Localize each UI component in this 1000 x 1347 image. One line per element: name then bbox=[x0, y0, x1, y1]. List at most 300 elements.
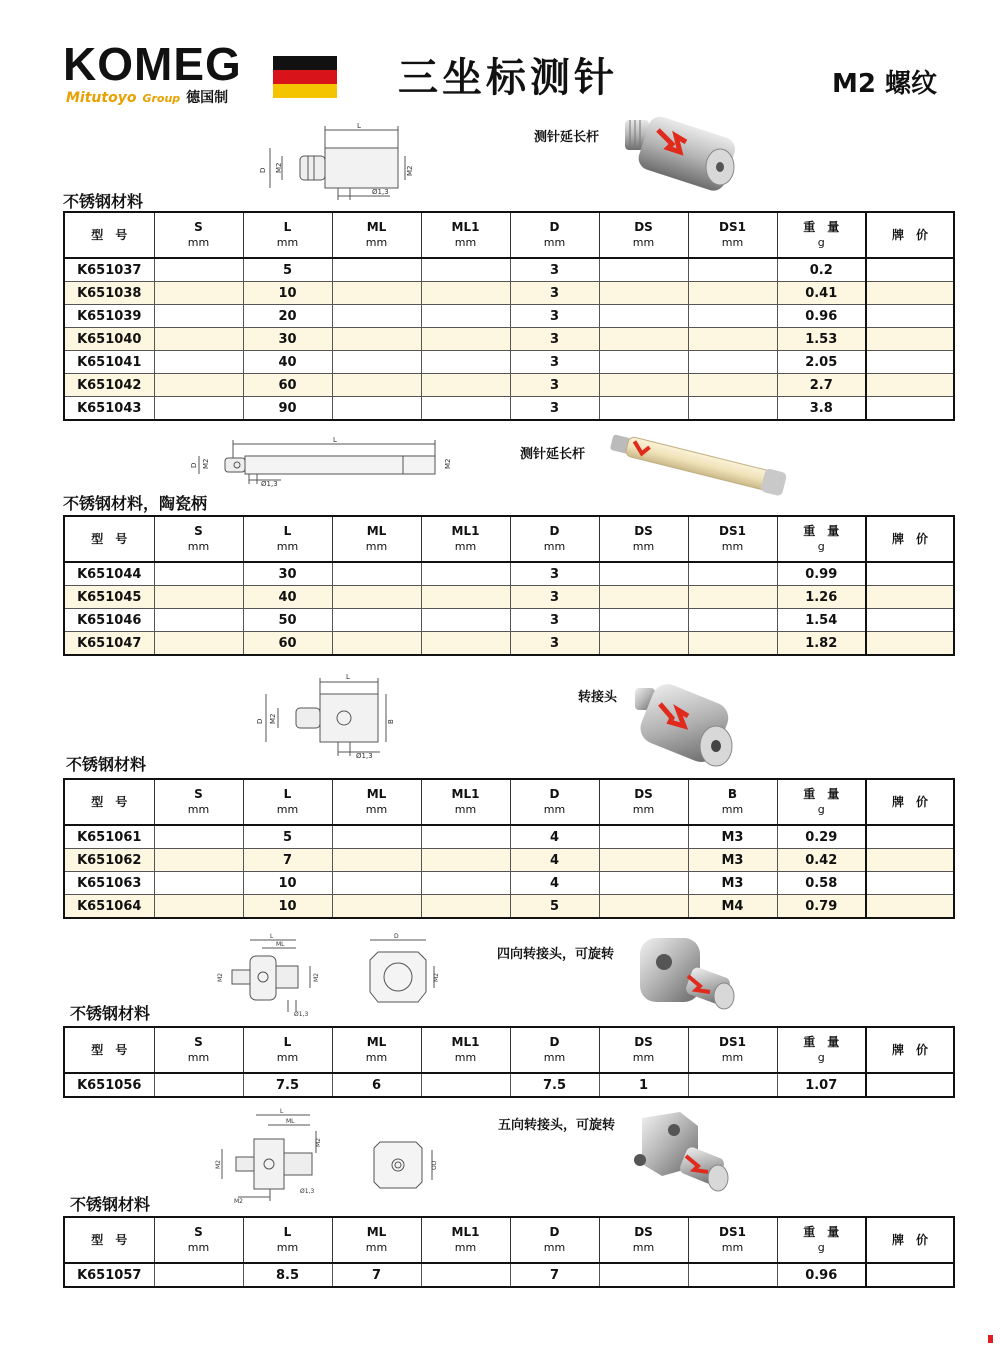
l-cell: 60 bbox=[243, 374, 332, 397]
price-cell bbox=[866, 397, 954, 421]
image-label: 测针延长杆 bbox=[534, 130, 600, 145]
l-cell: 60 bbox=[243, 632, 332, 656]
price-cell bbox=[866, 328, 954, 351]
ds-cell bbox=[599, 562, 688, 586]
weight-cell: 1.82 bbox=[777, 632, 866, 656]
header-d: D mm bbox=[510, 1027, 599, 1073]
header-model: 型 号 bbox=[64, 516, 154, 562]
table-header-row bbox=[64, 1027, 954, 1073]
ds-cell bbox=[599, 305, 688, 328]
d-cell: 4 bbox=[510, 849, 599, 872]
header-l: L mm bbox=[243, 516, 332, 562]
table-body bbox=[64, 562, 954, 655]
price-cell bbox=[866, 562, 954, 586]
model-cell: K651041 bbox=[64, 351, 154, 374]
price-cell bbox=[866, 374, 954, 397]
ml-cell bbox=[332, 825, 421, 849]
page-corner-mark bbox=[988, 1335, 993, 1343]
d-cell: 3 bbox=[510, 351, 599, 374]
ds1-cell bbox=[688, 305, 777, 328]
dim-b: B bbox=[387, 719, 395, 724]
model-cell: K651062 bbox=[64, 849, 154, 872]
d-cell: 3 bbox=[510, 258, 599, 282]
ds-cell bbox=[599, 374, 688, 397]
dim-m2: M2 bbox=[269, 713, 277, 724]
image-label: 测针延长杆 bbox=[520, 447, 586, 462]
s-cell bbox=[154, 374, 243, 397]
l-cell: 5 bbox=[243, 825, 332, 849]
country-label: 德国制 bbox=[186, 90, 229, 106]
header-ml1: ML1 mm bbox=[421, 516, 510, 562]
dim-m2: M2 bbox=[444, 458, 452, 469]
s-cell bbox=[154, 872, 243, 895]
table-row bbox=[64, 328, 954, 351]
price-cell bbox=[866, 586, 954, 609]
s-cell bbox=[154, 849, 243, 872]
header-price: 牌 价 bbox=[866, 212, 954, 258]
dim-dia: Ø1,3 bbox=[294, 1011, 309, 1018]
table-body bbox=[64, 258, 954, 420]
d-cell: 4 bbox=[510, 825, 599, 849]
ml-cell bbox=[332, 282, 421, 305]
header-l: L mm bbox=[243, 1027, 332, 1073]
ml1-cell bbox=[421, 1073, 510, 1097]
d-cell: 3 bbox=[510, 374, 599, 397]
brand-group bbox=[66, 90, 228, 107]
header-weight: 重 量 g bbox=[777, 212, 866, 258]
header-weight: 重 量 g bbox=[777, 1217, 866, 1263]
ds1-cell bbox=[688, 351, 777, 374]
ml-cell bbox=[332, 562, 421, 586]
ml-cell bbox=[332, 305, 421, 328]
ds-cell bbox=[599, 609, 688, 632]
image-label: 转接头 bbox=[578, 690, 618, 705]
flag-stripe bbox=[273, 84, 337, 98]
b-cell: M3 bbox=[688, 872, 777, 895]
dim-m2: M2 bbox=[406, 165, 414, 176]
ml-cell bbox=[332, 849, 421, 872]
dim-dia: Ø1,3 bbox=[261, 480, 278, 488]
model-cell: K651042 bbox=[64, 374, 154, 397]
l-cell: 20 bbox=[243, 305, 332, 328]
header-ml1: ML1 mm bbox=[421, 779, 510, 825]
l-cell: 50 bbox=[243, 609, 332, 632]
header-price: 牌 价 bbox=[866, 779, 954, 825]
ml-cell: 7 bbox=[332, 1263, 421, 1287]
ml1-cell bbox=[421, 1263, 510, 1287]
header-d: D mm bbox=[510, 212, 599, 258]
s-cell bbox=[154, 632, 243, 656]
table-row bbox=[64, 872, 954, 895]
header-ml1: ML1 mm bbox=[421, 212, 510, 258]
s-cell bbox=[154, 305, 243, 328]
dim-m2: M2 bbox=[202, 458, 210, 469]
d-cell: 3 bbox=[510, 609, 599, 632]
ml-cell bbox=[332, 586, 421, 609]
price-cell bbox=[866, 351, 954, 374]
s-cell bbox=[154, 1073, 243, 1097]
ml1-cell bbox=[421, 609, 510, 632]
model-cell: K651039 bbox=[64, 305, 154, 328]
four-way-adapter-photo bbox=[630, 932, 740, 1022]
ml-cell bbox=[332, 351, 421, 374]
five-way-adapter-photo bbox=[626, 1108, 738, 1203]
model-cell: K651047 bbox=[64, 632, 154, 656]
weight-cell: 0.42 bbox=[777, 849, 866, 872]
material-label: 不锈钢材料 bbox=[70, 1195, 151, 1214]
l-cell: 5 bbox=[243, 258, 332, 282]
weight-cell: 0.96 bbox=[777, 1263, 866, 1287]
ds-cell bbox=[599, 825, 688, 849]
header-d: D mm bbox=[510, 779, 599, 825]
material-label: 不锈钢材料 bbox=[63, 192, 144, 211]
price-cell bbox=[866, 282, 954, 305]
adapter-photo bbox=[630, 682, 740, 774]
ds1-cell bbox=[688, 1263, 777, 1287]
d-cell: 3 bbox=[510, 282, 599, 305]
table-row bbox=[64, 586, 954, 609]
model-cell: K651056 bbox=[64, 1073, 154, 1097]
price-cell bbox=[866, 872, 954, 895]
image-label: 四向转接头，可旋转 bbox=[497, 947, 615, 962]
table-row bbox=[64, 282, 954, 305]
dim-l: L bbox=[333, 436, 337, 444]
dim-d: D bbox=[256, 718, 264, 724]
table-row bbox=[64, 849, 954, 872]
weight-cell: 0.58 bbox=[777, 872, 866, 895]
table-body bbox=[64, 1263, 954, 1287]
dim-l: L bbox=[270, 933, 274, 940]
s-cell bbox=[154, 351, 243, 374]
dim-l: L bbox=[357, 122, 361, 130]
ml-cell bbox=[332, 872, 421, 895]
table-body bbox=[64, 825, 954, 918]
model-cell: K651057 bbox=[64, 1263, 154, 1287]
b-cell: M3 bbox=[688, 849, 777, 872]
ceramic-rod-photo bbox=[600, 432, 800, 504]
header-ds: DS mm bbox=[599, 212, 688, 258]
technical-drawing-4 bbox=[210, 930, 330, 1020]
ds1-cell bbox=[688, 586, 777, 609]
dim-m2: M2 bbox=[215, 1160, 222, 1169]
table-row bbox=[64, 632, 954, 656]
dim-dia: Ø1,3 bbox=[356, 752, 373, 760]
d-cell: 3 bbox=[510, 305, 599, 328]
price-cell bbox=[866, 609, 954, 632]
material-label: 不锈钢材料 bbox=[66, 755, 147, 774]
header-d: D mm bbox=[510, 516, 599, 562]
end-view-drawing-4 bbox=[360, 930, 450, 1010]
weight-cell: 1.54 bbox=[777, 609, 866, 632]
d-cell: 4 bbox=[510, 872, 599, 895]
ds1-cell bbox=[688, 562, 777, 586]
technical-drawing-3 bbox=[250, 670, 410, 762]
ml1-cell bbox=[421, 825, 510, 849]
header-ds: DS mm bbox=[599, 1217, 688, 1263]
l-cell: 90 bbox=[243, 397, 332, 421]
header-b: B mm bbox=[688, 779, 777, 825]
header-ds1: DS1 mm bbox=[688, 516, 777, 562]
s-cell bbox=[154, 586, 243, 609]
ds-cell bbox=[599, 872, 688, 895]
ml1-cell bbox=[421, 305, 510, 328]
table-row bbox=[64, 374, 954, 397]
header-model: 型 号 bbox=[64, 1217, 154, 1263]
l-cell: 10 bbox=[243, 282, 332, 305]
header-s: S mm bbox=[154, 1027, 243, 1073]
ml1-cell bbox=[421, 872, 510, 895]
ds-cell bbox=[599, 397, 688, 421]
model-cell: K651063 bbox=[64, 872, 154, 895]
header-s: S mm bbox=[154, 516, 243, 562]
header-s: S mm bbox=[154, 779, 243, 825]
header-ml: ML mm bbox=[332, 1217, 421, 1263]
header-ds1: DS1 mm bbox=[688, 212, 777, 258]
ds-cell bbox=[599, 849, 688, 872]
ds-cell: 1 bbox=[599, 1073, 688, 1097]
table-row bbox=[64, 1263, 954, 1287]
header-s: S mm bbox=[154, 1217, 243, 1263]
group-suffix: Group bbox=[142, 92, 181, 105]
ml-cell: 6 bbox=[332, 1073, 421, 1097]
b-cell: M4 bbox=[688, 895, 777, 919]
header-l: L mm bbox=[243, 779, 332, 825]
ml1-cell bbox=[421, 351, 510, 374]
weight-cell: 0.96 bbox=[777, 305, 866, 328]
table-body bbox=[64, 1073, 954, 1097]
ml1-cell bbox=[421, 586, 510, 609]
weight-cell: 1.26 bbox=[777, 586, 866, 609]
table-row bbox=[64, 895, 954, 919]
ml-cell bbox=[332, 609, 421, 632]
end-view-drawing-5 bbox=[360, 1130, 450, 1200]
s-cell bbox=[154, 609, 243, 632]
table-row bbox=[64, 825, 954, 849]
model-cell: K651040 bbox=[64, 328, 154, 351]
ml-cell bbox=[332, 328, 421, 351]
d-cell: 3 bbox=[510, 562, 599, 586]
table-row bbox=[64, 258, 954, 282]
l-cell: 10 bbox=[243, 895, 332, 919]
model-cell: K651043 bbox=[64, 397, 154, 421]
technical-drawing-2 bbox=[185, 432, 465, 492]
price-cell bbox=[866, 305, 954, 328]
price-cell bbox=[866, 632, 954, 656]
model-cell: K651064 bbox=[64, 895, 154, 919]
ds1-cell bbox=[688, 374, 777, 397]
spec-table-3 bbox=[63, 778, 955, 919]
header-d: D mm bbox=[510, 1217, 599, 1263]
header-ds: DS mm bbox=[599, 516, 688, 562]
header-ml: ML mm bbox=[332, 1027, 421, 1073]
ml-cell bbox=[332, 374, 421, 397]
dim-m2: M2 bbox=[315, 1138, 322, 1147]
header-ml: ML mm bbox=[332, 212, 421, 258]
header-ds1: DS1 mm bbox=[688, 1217, 777, 1263]
ds-cell bbox=[599, 632, 688, 656]
material-label: 不锈钢材料，陶瓷柄 bbox=[63, 494, 208, 513]
dim-m2: M2 bbox=[313, 973, 320, 982]
header-ml: ML mm bbox=[332, 779, 421, 825]
weight-cell: 0.79 bbox=[777, 895, 866, 919]
ml1-cell bbox=[421, 328, 510, 351]
l-cell: 30 bbox=[243, 562, 332, 586]
ml-cell bbox=[332, 397, 421, 421]
spec-table-5 bbox=[63, 1216, 955, 1288]
ds1-cell bbox=[688, 282, 777, 305]
price-cell bbox=[866, 1263, 954, 1287]
german-flag-icon bbox=[273, 56, 337, 98]
header-ml1: ML1 mm bbox=[421, 1027, 510, 1073]
l-cell: 30 bbox=[243, 328, 332, 351]
header-ml: ML mm bbox=[332, 516, 421, 562]
dim-l: L bbox=[280, 1108, 284, 1115]
ds-cell bbox=[599, 282, 688, 305]
header-ds: DS mm bbox=[599, 779, 688, 825]
header-weight: 重 量 g bbox=[777, 516, 866, 562]
table-row bbox=[64, 1073, 954, 1097]
dim-m2: M2 bbox=[217, 973, 224, 982]
dim-m2: M2 bbox=[433, 973, 440, 982]
header-model: 型 号 bbox=[64, 1027, 154, 1073]
spec-table-2 bbox=[63, 515, 955, 656]
d-cell: 7 bbox=[510, 1263, 599, 1287]
dim-dia: Ø1,3 bbox=[300, 1188, 315, 1195]
s-cell bbox=[154, 258, 243, 282]
s-cell bbox=[154, 328, 243, 351]
ds-cell bbox=[599, 586, 688, 609]
ml1-cell bbox=[421, 258, 510, 282]
extension-rod-photo bbox=[620, 112, 745, 192]
weight-cell: 1.07 bbox=[777, 1073, 866, 1097]
price-cell bbox=[866, 895, 954, 919]
model-cell: K651046 bbox=[64, 609, 154, 632]
header-ml1: ML1 mm bbox=[421, 1217, 510, 1263]
header-price: 牌 价 bbox=[866, 1027, 954, 1073]
ds-cell bbox=[599, 328, 688, 351]
technical-drawing-5 bbox=[210, 1105, 330, 1205]
l-cell: 8.5 bbox=[243, 1263, 332, 1287]
ml1-cell bbox=[421, 849, 510, 872]
ds1-cell bbox=[688, 397, 777, 421]
spec-table-4 bbox=[63, 1026, 955, 1098]
d-cell: 3 bbox=[510, 586, 599, 609]
header-weight: 重 量 g bbox=[777, 779, 866, 825]
spec-table-1 bbox=[63, 211, 955, 421]
dim-ml: ML bbox=[286, 1118, 295, 1125]
d-cell: 5 bbox=[510, 895, 599, 919]
ds1-cell bbox=[688, 609, 777, 632]
ml-cell bbox=[332, 632, 421, 656]
d-cell: 3 bbox=[510, 397, 599, 421]
table-header-row bbox=[64, 1217, 954, 1263]
table-header-row bbox=[64, 516, 954, 562]
ds1-cell bbox=[688, 258, 777, 282]
ml1-cell bbox=[421, 632, 510, 656]
material-label: 不锈钢材料 bbox=[70, 1004, 151, 1023]
table-row bbox=[64, 609, 954, 632]
model-cell: K651044 bbox=[64, 562, 154, 586]
table-row bbox=[64, 562, 954, 586]
l-cell: 7 bbox=[243, 849, 332, 872]
header-weight: 重 量 g bbox=[777, 1027, 866, 1073]
price-cell bbox=[866, 849, 954, 872]
weight-cell: 3.8 bbox=[777, 397, 866, 421]
model-cell: K651038 bbox=[64, 282, 154, 305]
weight-cell: 1.53 bbox=[777, 328, 866, 351]
ml-cell bbox=[332, 258, 421, 282]
table-row bbox=[64, 351, 954, 374]
dim-d: D bbox=[394, 933, 399, 940]
l-cell: 7.5 bbox=[243, 1073, 332, 1097]
dim-d: D bbox=[259, 167, 267, 173]
flag-stripe bbox=[273, 70, 337, 84]
ml1-cell bbox=[421, 397, 510, 421]
s-cell bbox=[154, 562, 243, 586]
l-cell: 10 bbox=[243, 872, 332, 895]
ds1-cell bbox=[688, 328, 777, 351]
group-name: Mitutoyo bbox=[66, 90, 137, 106]
table-row bbox=[64, 397, 954, 421]
ds-cell bbox=[599, 1263, 688, 1287]
model-cell: K651045 bbox=[64, 586, 154, 609]
flag-stripe bbox=[273, 56, 337, 70]
s-cell bbox=[154, 1263, 243, 1287]
dim-d: D bbox=[190, 462, 198, 468]
l-cell: 40 bbox=[243, 351, 332, 374]
technical-drawing-1 bbox=[250, 120, 430, 205]
table-header-row bbox=[64, 212, 954, 258]
dim-ml: ML bbox=[276, 941, 285, 948]
s-cell bbox=[154, 397, 243, 421]
b-cell: M3 bbox=[688, 825, 777, 849]
header-l: L mm bbox=[243, 1217, 332, 1263]
weight-cell: 2.7 bbox=[777, 374, 866, 397]
ml1-cell bbox=[421, 562, 510, 586]
s-cell bbox=[154, 282, 243, 305]
weight-cell: 2.05 bbox=[777, 351, 866, 374]
d-cell: 3 bbox=[510, 328, 599, 351]
ds1-cell bbox=[688, 1073, 777, 1097]
header-l: L mm bbox=[243, 212, 332, 258]
thread-label: M2 螺纹 bbox=[832, 69, 938, 99]
header-price: 牌 价 bbox=[866, 1217, 954, 1263]
ml-cell bbox=[332, 895, 421, 919]
header-ds: DS mm bbox=[599, 1027, 688, 1073]
weight-cell: 0.41 bbox=[777, 282, 866, 305]
s-cell bbox=[154, 895, 243, 919]
price-cell bbox=[866, 1073, 954, 1097]
brand-logo: KOMEG bbox=[63, 38, 242, 90]
header-price: 牌 价 bbox=[866, 516, 954, 562]
dim-l: L bbox=[346, 673, 350, 681]
weight-cell: 0.2 bbox=[777, 258, 866, 282]
image-label: 五向转接头，可旋转 bbox=[498, 1118, 616, 1133]
header-model: 型 号 bbox=[64, 212, 154, 258]
dim-m2: M2 bbox=[234, 1198, 243, 1205]
ds-cell bbox=[599, 895, 688, 919]
dim-dia: Ø1,3 bbox=[372, 188, 389, 196]
dim-m2: M2 bbox=[275, 162, 283, 173]
ds-cell bbox=[599, 258, 688, 282]
ml1-cell bbox=[421, 895, 510, 919]
header-model: 型 号 bbox=[64, 779, 154, 825]
header-ds1: DS1 mm bbox=[688, 1027, 777, 1073]
s-cell bbox=[154, 825, 243, 849]
page-title: 三坐标测针 bbox=[398, 55, 618, 101]
d-cell: 3 bbox=[510, 632, 599, 656]
l-cell: 40 bbox=[243, 586, 332, 609]
